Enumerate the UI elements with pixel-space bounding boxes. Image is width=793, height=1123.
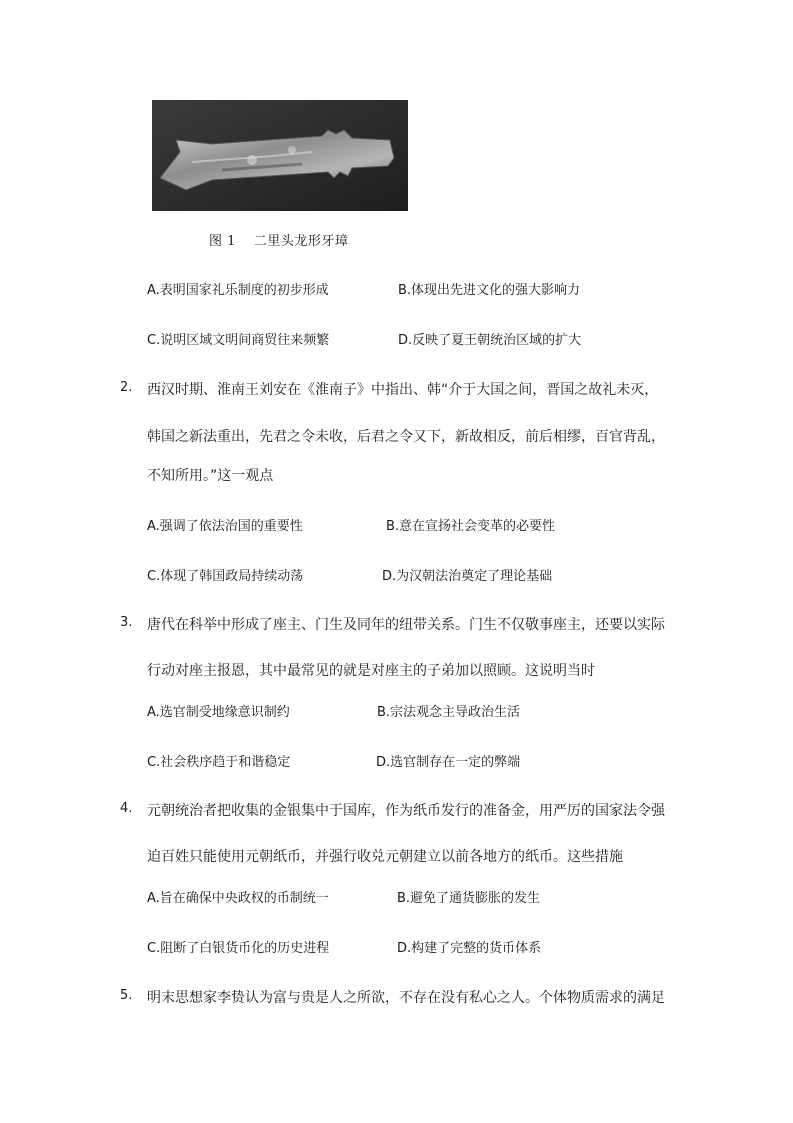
figure-photo-jade-zhang bbox=[152, 100, 408, 211]
q3-option-a[interactable]: A.选官制受地缘意识制约 bbox=[147, 705, 290, 720]
q2-option-d[interactable]: D.为汉朝法治奠定了理论基础 bbox=[382, 569, 553, 584]
q1-option-a[interactable]: A.表明国家礼乐制度的初步形成 bbox=[147, 283, 329, 298]
q4-option-d[interactable]: D.构建了完整的货币体系 bbox=[397, 941, 542, 956]
q4-line-2: 迫百姓只能使用元朝纸币，并强行收兑元朝建立以前各地方的纸币。这些措施 bbox=[147, 849, 623, 865]
q3-option-d[interactable]: D.选官制存在一定的弊端 bbox=[376, 755, 521, 770]
figure-title: 二里头龙形牙璋 bbox=[253, 234, 349, 249]
q4-option-b[interactable]: B.避免了通货膨胀的发生 bbox=[397, 891, 541, 906]
q2-option-c[interactable]: C.体现了韩国政局持续动荡 bbox=[147, 569, 304, 584]
q1-option-c[interactable]: C.说明区域文明间商贸往来频繁 bbox=[147, 333, 330, 348]
q1-option-b[interactable]: B.体现出先进文化的强大影响力 bbox=[398, 283, 581, 298]
q3-option-c[interactable]: C.社会秩序趋于和谐稳定 bbox=[147, 755, 291, 770]
q5-number: 5. bbox=[120, 988, 133, 1003]
q1-option-d[interactable]: D.反映了夏王朝统治区域的扩大 bbox=[398, 333, 582, 348]
q4-option-c[interactable]: C.阻断了白银货币化的历史进程 bbox=[147, 941, 330, 956]
q2-option-b[interactable]: B.意在宣扬社会变革的必要性 bbox=[386, 519, 556, 534]
q2-line-3: 不知所用。”这一观点 bbox=[147, 468, 274, 484]
q2-line-1: 西汉时期、淮南王刘安在《淮南子》中指出、韩“介于大国之间，晋国之故礼未灭， bbox=[147, 382, 659, 398]
figure-label: 图 1 bbox=[209, 234, 236, 249]
q3-line-1: 唐代在科举中形成了座主、门生及同年的纽带关系。门生不仅敬事座主，还要以实际 bbox=[147, 617, 665, 633]
q2-number: 2. bbox=[120, 380, 133, 395]
q4-number: 4. bbox=[120, 801, 133, 816]
figure-caption bbox=[209, 230, 348, 249]
q4-line-1: 元朝统治者把收集的金银集中于国库，作为纸币发行的准备金，用严厉的国家法令强 bbox=[147, 803, 665, 819]
q3-option-b[interactable]: B.宗法观念主导政治生活 bbox=[377, 705, 521, 720]
q5-line-1: 明末思想家李贽认为富与贵是人之所欲，不存在没有私心之人。个体物质需求的满足 bbox=[147, 990, 665, 1006]
q3-number: 3. bbox=[120, 615, 133, 630]
q3-line-2: 行动对座主报恩，其中最常见的就是对座主的子弟加以照顾。这说明当时 bbox=[147, 663, 595, 679]
q2-option-a[interactable]: A.强调了依法治国的重要性 bbox=[147, 519, 303, 534]
q4-option-a[interactable]: A.旨在确保中央政权的币制统一 bbox=[147, 891, 329, 906]
q2-line-2: 韩国之新法重出，先君之令未收，后君之令又下，新故相反，前后相缪，百官背乱， bbox=[147, 429, 665, 445]
